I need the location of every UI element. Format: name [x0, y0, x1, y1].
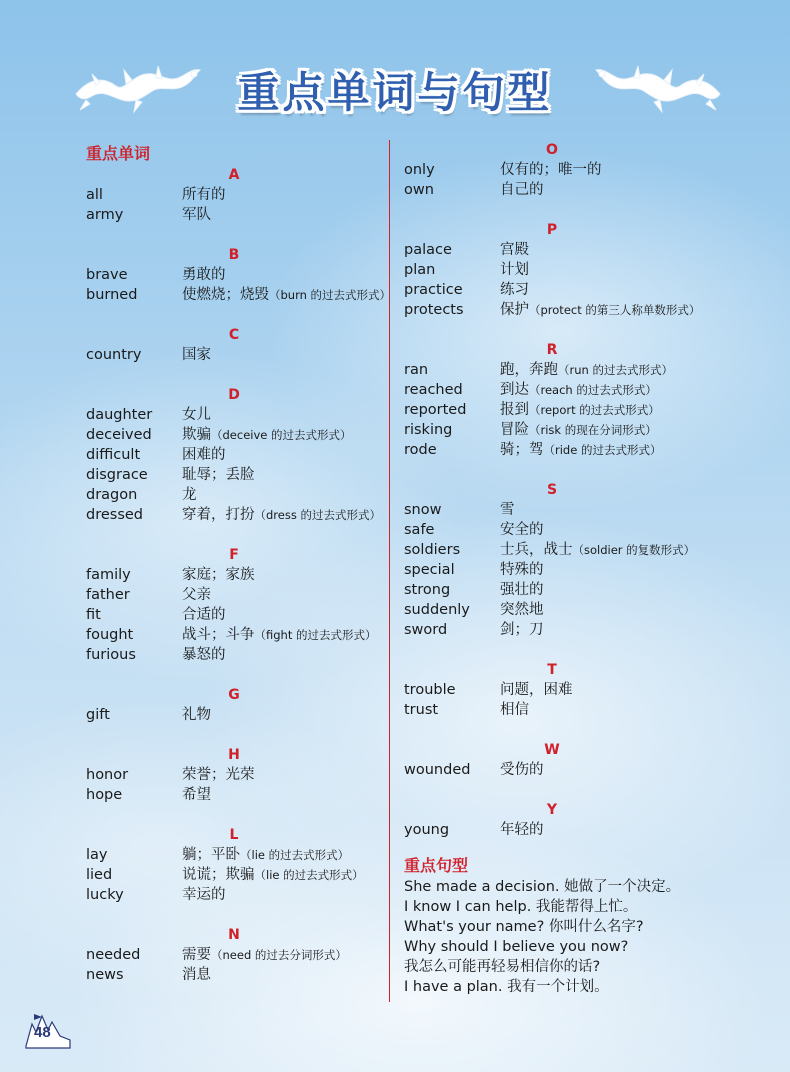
- word-english: hope: [86, 787, 123, 803]
- group-spacer: [86, 225, 382, 245]
- word-row: [404, 260, 734, 280]
- column-divider: [389, 140, 390, 1002]
- word-row: [86, 485, 382, 505]
- word-meaning: 突然地: [500, 602, 544, 618]
- heading-spacer: [404, 840, 734, 852]
- page-title: 重点单词与句型: [237, 68, 553, 117]
- letter-heading-o: O: [546, 142, 558, 158]
- word-meaning: 穿着，打扮（dress 的过去式形式）: [182, 507, 381, 523]
- letter-heading-g: G: [228, 687, 240, 703]
- sentences-heading: 重点句型: [404, 856, 469, 875]
- word-english: ran: [404, 362, 429, 378]
- word-meaning: 父亲: [182, 587, 211, 603]
- word-row: [86, 705, 382, 725]
- word-row: [404, 300, 734, 320]
- word-row: [404, 240, 734, 260]
- word-row: [404, 360, 734, 380]
- word-meaning: 强壮的: [500, 582, 544, 598]
- word-english: reached: [404, 382, 463, 398]
- word-english: dressed: [86, 507, 144, 523]
- word-english: practice: [404, 282, 463, 298]
- word-row: [86, 565, 382, 585]
- sentence-line: I have a plan. 我有一个计划。: [404, 979, 609, 995]
- word-english: father: [86, 587, 130, 603]
- word-row: [404, 580, 734, 600]
- group-spacer: [404, 720, 734, 740]
- word-english: furious: [86, 647, 136, 663]
- word-note: （lie 的过去式形式）: [240, 848, 350, 862]
- word-note: （risk 的现在分词形式）: [529, 423, 657, 437]
- word-row: [86, 965, 382, 985]
- word-english: burned: [86, 287, 138, 303]
- word-english: palace: [404, 242, 452, 258]
- word-row: [86, 505, 382, 525]
- word-english: suddenly: [404, 602, 470, 618]
- sentence-line: I know I can help. 我能帮得上忙。: [404, 899, 638, 915]
- letter-heading-c: C: [228, 327, 240, 343]
- word-meaning: 到达（reach 的过去式形式）: [500, 382, 657, 398]
- word-row: [404, 440, 734, 460]
- word-meaning: 女儿: [182, 407, 211, 423]
- letter-heading-d: D: [228, 387, 240, 403]
- word-row: [86, 205, 382, 225]
- group-spacer: [404, 780, 734, 800]
- word-row: [86, 445, 382, 465]
- word-meaning: 冒险（risk 的现在分词形式）: [500, 422, 657, 438]
- word-meaning: 勇敢的: [182, 267, 226, 283]
- word-row: [404, 520, 734, 540]
- group-spacer: [86, 365, 382, 385]
- word-note: （ride 的过去式形式）: [543, 443, 662, 457]
- word-meaning: 希望: [182, 787, 211, 803]
- word-meaning: 计划: [500, 262, 529, 278]
- word-row: [404, 400, 734, 420]
- word-row: [404, 420, 734, 440]
- word-note: （report 的过去式形式）: [529, 403, 660, 417]
- page-number: 48: [34, 1024, 51, 1041]
- word-row: [404, 380, 734, 400]
- word-english: rode: [404, 442, 437, 458]
- word-english: army: [86, 207, 124, 223]
- page-header: [0, 40, 790, 130]
- word-english: disgrace: [86, 467, 148, 483]
- sentence-line: Why should I believe you now?: [404, 939, 629, 955]
- word-row: [86, 645, 382, 665]
- word-english: risking: [404, 422, 453, 438]
- left-column: [86, 140, 392, 985]
- word-english: lay: [86, 847, 108, 863]
- word-english: safe: [404, 522, 435, 538]
- word-meaning: 军队: [182, 207, 211, 223]
- word-meaning: 消息: [182, 967, 211, 983]
- word-meaning: 特殊的: [500, 562, 544, 578]
- word-row: [86, 185, 382, 205]
- word-english: strong: [404, 582, 451, 598]
- word-note: （lie 的过去式形式）: [254, 868, 364, 882]
- word-row: [86, 945, 382, 965]
- word-meaning: 相信: [500, 702, 529, 718]
- word-meaning: 问题，困难: [500, 682, 573, 698]
- group-spacer: [86, 305, 382, 325]
- word-english: news: [86, 967, 124, 983]
- word-row: [86, 885, 382, 905]
- sentence-line: 我怎么可能再轻易相信你的话?: [404, 959, 601, 975]
- word-row: [404, 160, 734, 180]
- word-meaning: 欺骗（deceive 的过去式形式）: [182, 427, 352, 443]
- word-row: [404, 560, 734, 580]
- word-meaning: 合适的: [182, 607, 226, 623]
- word-english: family: [86, 567, 131, 583]
- letter-heading-h: H: [228, 747, 240, 763]
- word-english: deceived: [86, 427, 152, 443]
- word-row: [86, 285, 392, 305]
- word-english: young: [404, 822, 450, 838]
- word-english: special: [404, 562, 455, 578]
- word-row: [404, 820, 734, 840]
- word-english: all: [86, 187, 103, 203]
- letter-heading-l: L: [229, 827, 239, 843]
- word-row: [86, 765, 382, 785]
- letter-heading-s: S: [546, 482, 558, 498]
- word-english: honor: [86, 767, 129, 783]
- word-meaning: 练习: [500, 282, 529, 298]
- word-meaning: 耻辱；丢脸: [182, 467, 255, 483]
- word-row: [404, 620, 734, 640]
- word-english: difficult: [86, 447, 141, 463]
- word-english: plan: [404, 262, 436, 278]
- word-english: only: [404, 162, 435, 178]
- word-meaning: 剑；刀: [500, 622, 544, 638]
- word-meaning: 安全的: [500, 522, 544, 538]
- word-row: [86, 425, 382, 445]
- sentence-line: She made a decision. 她做了一个决定。: [404, 879, 681, 895]
- word-row: [404, 180, 734, 200]
- word-row: [404, 680, 734, 700]
- word-meaning: 使燃烧；烧毁（burn 的过去式形式）: [182, 287, 392, 303]
- word-meaning: 宫殿: [500, 242, 529, 258]
- word-row: [86, 605, 382, 625]
- word-row: [404, 600, 734, 620]
- word-meaning: 需要（need 的过去分词形式）: [182, 947, 347, 963]
- word-note: （run 的过去式形式）: [558, 363, 673, 377]
- word-meaning: 报到（report 的过去式形式）: [500, 402, 660, 418]
- word-note: （reach 的过去式形式）: [529, 383, 657, 397]
- sentence-line: What's your name? 你叫什么名字?: [404, 919, 644, 935]
- word-row: [404, 540, 734, 560]
- group-spacer: [86, 805, 382, 825]
- group-spacer: [404, 640, 734, 660]
- word-english: fought: [86, 627, 134, 643]
- word-meaning: 礼物: [182, 707, 211, 723]
- right-column: [404, 140, 734, 997]
- word-meaning: 困难的: [182, 447, 226, 463]
- word-note: （soldier 的复数形式）: [572, 543, 696, 557]
- word-english: dragon: [86, 487, 138, 503]
- word-meaning: 国家: [182, 347, 211, 363]
- word-english: brave: [86, 267, 128, 283]
- word-meaning: 所有的: [182, 187, 226, 203]
- word-meaning: 龙: [182, 487, 197, 503]
- word-english: own: [404, 182, 434, 198]
- word-english: daughter: [86, 407, 153, 423]
- letter-heading-a: A: [228, 167, 240, 183]
- word-english: lucky: [86, 887, 124, 903]
- word-meaning: 雪: [500, 502, 515, 518]
- word-meaning: 受伤的: [500, 762, 544, 778]
- word-meaning: 荣誉；光荣: [182, 767, 255, 783]
- word-row: [404, 280, 734, 300]
- word-meaning: 仅有的；唯一的: [500, 162, 602, 178]
- word-english: soldiers: [404, 542, 461, 558]
- word-meaning: 战斗；斗争（fight 的过去式形式）: [182, 627, 377, 643]
- word-row: [404, 700, 734, 720]
- word-note: （protect 的第三人称单数形式）: [529, 303, 701, 317]
- group-spacer: [86, 725, 382, 745]
- group-spacer: [86, 905, 382, 925]
- word-english: protects: [404, 302, 464, 318]
- word-row: [86, 265, 382, 285]
- word-english: trust: [404, 702, 439, 718]
- letter-heading-f: F: [229, 547, 239, 563]
- word-english: lied: [86, 867, 113, 883]
- word-row: [404, 760, 734, 780]
- word-note: （fight 的过去式形式）: [254, 628, 377, 642]
- letter-heading-y: Y: [546, 802, 558, 818]
- word-note: （dress 的过去式形式）: [254, 508, 381, 522]
- word-meaning: 保护（protect 的第三人称单数形式）: [500, 302, 701, 318]
- word-meaning: 跑，奔跑（run 的过去式形式）: [500, 362, 673, 378]
- word-meaning: 家庭；家族: [182, 567, 255, 583]
- word-english: sword: [404, 622, 448, 638]
- word-english: needed: [86, 947, 141, 963]
- word-meaning: 躺；平卧（lie 的过去式形式）: [182, 847, 350, 863]
- letter-heading-r: R: [546, 342, 558, 358]
- word-meaning: 年轻的: [500, 822, 544, 838]
- word-meaning: 说谎；欺骗（lie 的过去式形式）: [182, 867, 364, 883]
- word-row: [86, 625, 382, 645]
- word-note: （need 的过去分词形式）: [211, 948, 347, 962]
- word-row: [86, 845, 382, 865]
- word-meaning: 暴怒的: [182, 647, 226, 663]
- words-heading: 重点单词: [86, 144, 151, 163]
- group-spacer: [404, 320, 734, 340]
- word-english: snow: [404, 502, 442, 518]
- group-spacer: [404, 460, 734, 480]
- word-meaning: 幸运的: [182, 887, 226, 903]
- letter-heading-n: N: [228, 927, 240, 943]
- word-english: fit: [86, 607, 101, 623]
- letter-heading-b: B: [228, 247, 240, 263]
- word-meaning: 士兵，战士（soldier 的复数形式）: [500, 542, 696, 558]
- word-row: [86, 865, 382, 885]
- group-spacer: [404, 200, 734, 220]
- word-row: [86, 585, 382, 605]
- word-row: [86, 465, 382, 485]
- word-meaning: 骑；驾（ride 的过去式形式）: [500, 442, 662, 458]
- word-note: （deceive 的过去式形式）: [211, 428, 352, 442]
- word-english: country: [86, 347, 142, 363]
- dragon-right-icon: [590, 56, 730, 116]
- word-row: [86, 405, 382, 425]
- word-english: trouble: [404, 682, 456, 698]
- letter-heading-t: T: [547, 662, 557, 678]
- letter-heading-p: P: [546, 222, 558, 238]
- word-english: reported: [404, 402, 467, 418]
- group-spacer: [86, 525, 382, 545]
- word-english: gift: [86, 707, 110, 723]
- letter-heading-w: W: [544, 742, 560, 758]
- group-spacer: [86, 665, 382, 685]
- word-english: wounded: [404, 762, 471, 778]
- word-note: （burn 的过去式形式）: [269, 288, 392, 302]
- word-meaning: 自己的: [500, 182, 544, 198]
- word-row: [86, 345, 382, 365]
- word-row: [86, 785, 382, 805]
- word-row: [404, 500, 734, 520]
